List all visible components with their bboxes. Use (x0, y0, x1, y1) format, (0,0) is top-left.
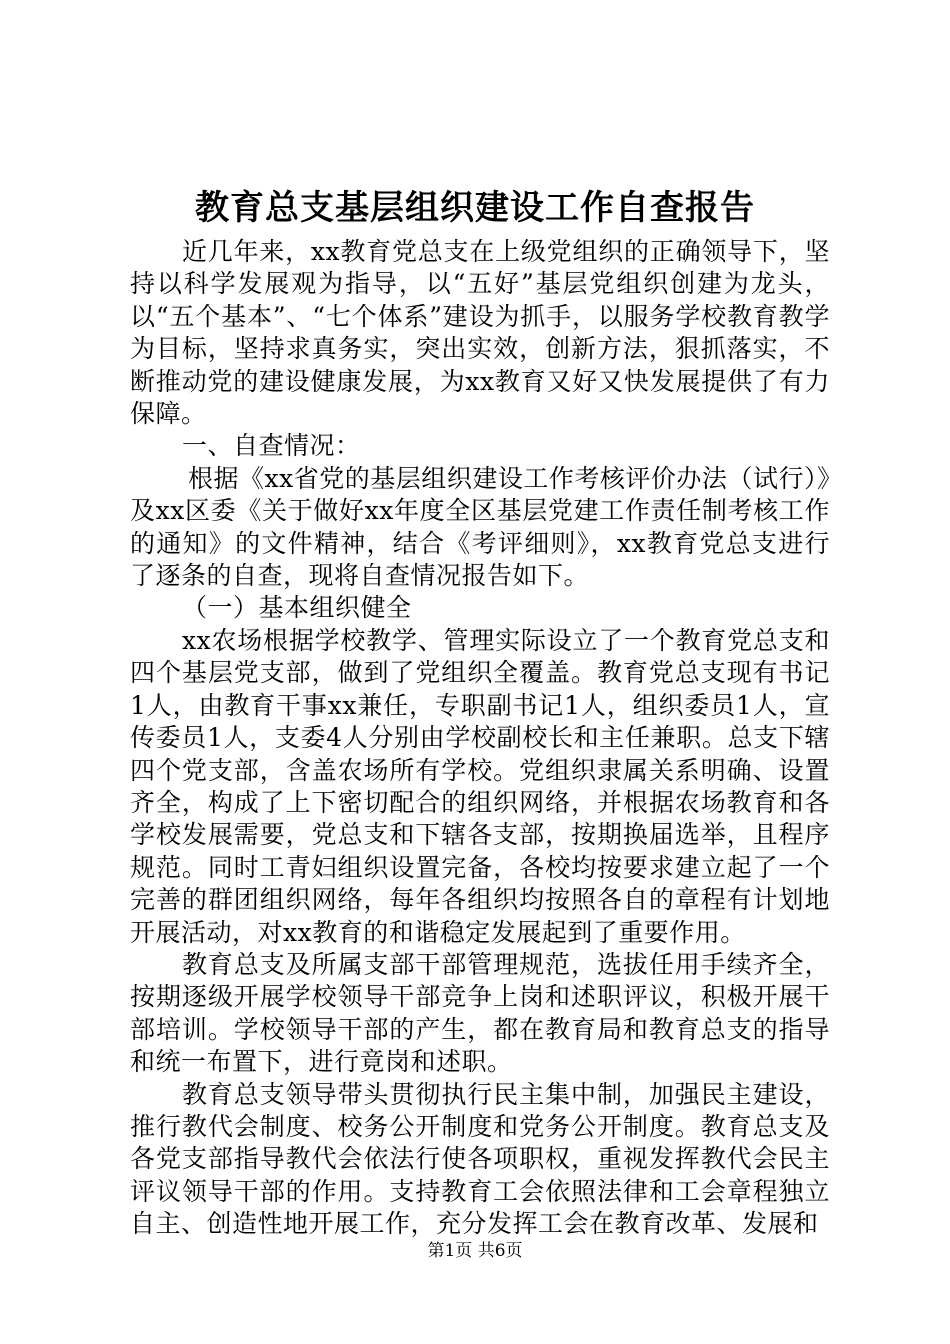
paragraph-democratic-centralism: 教育总支领导带头贯彻执行民主集中制，加强民主建设，推行教代会制度、校务公开制度和党务公开制度。教育总支及各党支部指导教代会依法行使各项职权，重视发挥教代会民主评议领导干部的作用。支持教育工会依照法律和工会章程独立自主、创造性地开展工作，充分发挥工会在教育改革、发展和 (130, 1079, 830, 1239)
document-title: 教育总支基层组织建设工作自查报告 (195, 188, 755, 228)
paragraph-cadre-management: 教育总支及所属支部干部管理规范，选拔任用手续齐全，按期逐级开展学校领导干部竞争上岗和述职评议，积极开展干部培训。学校领导干部的产生，都在教育局和教育总支的指导和统一布置下，进行竟岗和述职。 (130, 949, 830, 1077)
paragraph-organization-setup: xx农场根据学校教学、管理实际设立了一个教育党总支和四个基层党支部，做到了党组织全覆盖。教育党总支现有书记1人，由教育干事xx兼任，专职副书记1人，组织委员1人，宣传委员1人，支委4人分别由学校副校长和主任兼职。总支下辖四个党支部，含盖农场所有学校。党组织隶属关系明确、设置齐全，构成了上下密切配合的组织网络，并根据农场教育和各学校发展需要，党总支和下辖各支部，按期换届选举，且程序规范。同时工青妇组织设置完备，各校均按要求建立起了一个完善的群团组织网络，每年各组织均按照各自的章程有计划地开展活动，对xx教育的和谐稳定发展起到了重要作用。 (130, 625, 830, 947)
paragraph-basis: 根据《xx省党的基层组织建设工作考核评价办法（试行）》及xx区委《关于做好xx年度全区基层党建工作责任制考核工作的通知》的文件精神，结合《考评细则》，xx教育党总支进行了逐条的自查，现将自查情况报告如下。 (130, 463, 830, 591)
page-footer: 第1页 共6页 (427, 1241, 523, 1261)
subsection-heading-basic-organization: （一）基本组织健全 (182, 593, 412, 623)
document-body (130, 236, 830, 1241)
section-heading-self-check: 一、自查情况： (182, 431, 361, 461)
paragraph-intro: 近几年来，xx教育党总支在上级党组织的正确领导下，坚持以科学发展观为指导，以“五好”基层党组织创建为龙头，以“五个基本”、“七个体系”建设为抓手，以服务学校教育教学为目标，坚持求真务实，突出实效，创新方法，狠抓落实，不断推动党的建设健康发展，为xx教育又好又快发展提供了有力保障。 (130, 237, 830, 429)
